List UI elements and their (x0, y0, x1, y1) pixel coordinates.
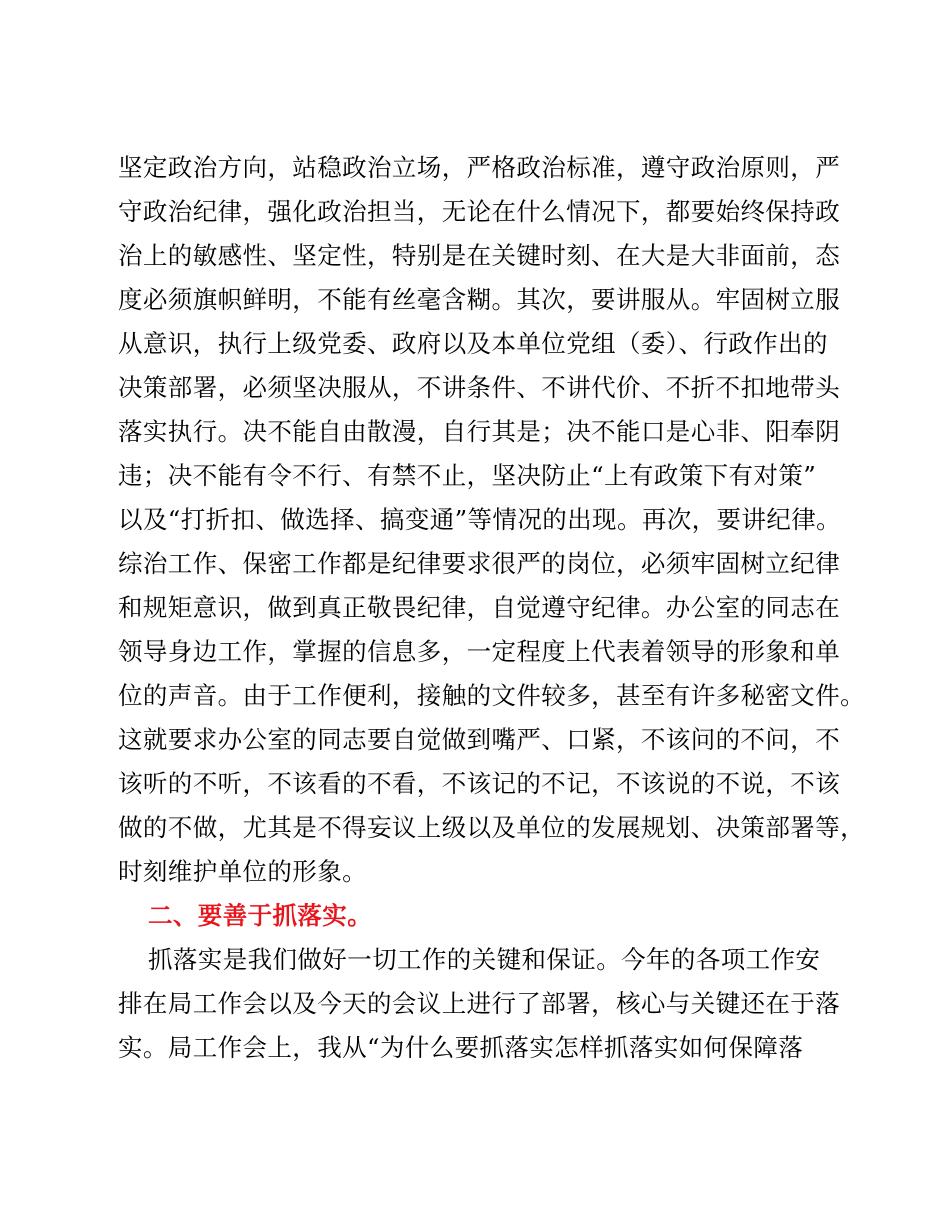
paragraph-line: 治上的敏感性、坚定性，特别是在关键时刻、在大是大非面前，态 (118, 241, 841, 270)
paragraph-line: 综治工作、保密工作都是纪律要求很严的岗位，必须牢固树立纪律 (118, 549, 841, 578)
paragraph-line: 该听的不听，不该看的不看，不该记的不记，不该说的不说，不该 (118, 769, 841, 798)
paragraph-line: 违；决不能有令不行、有禁不止，坚决防止“上有政策下有对策” (118, 461, 817, 490)
paragraph-line: 这就要求办公室的同志要自觉做到嘴严、口紧，不该问的不问，不 (118, 725, 841, 754)
paragraph-line: 领导身边工作，掌握的信息多，一定程度上代表着领导的形象和单 (118, 637, 841, 666)
paragraph-line: 决策部署，必须坚决服从，不讲条件、不讲代价、不折不扣地带头 (118, 373, 841, 402)
paragraph-line: 排在局工作会以及今天的会议上进行了部署，核心与关键还在于落 (118, 989, 841, 1018)
paragraph-line: 落实执行。决不能自由散漫，自行其是；决不能口是心非、阳奉阴 (118, 417, 841, 446)
paragraph-line: 坚定政治方向，站稳政治立场，严格政治标准，遵守政治原则，严 (118, 153, 841, 182)
paragraph-line: 从意识，执行上级党委、政府以及本单位党组（委）、行政作出的 (118, 329, 828, 358)
paragraph-line: 守政治纪律，强化政治担当，无论在什么情况下，都要始终保持政 (118, 197, 841, 226)
paragraph-line: 位的声音。由于工作便利，接触的文件较多，甚至有许多秘密文件。 (118, 681, 865, 710)
paragraph-line: 时刻维护单位的形象。 (118, 857, 367, 886)
paragraph-line: 和规矩意识，做到真正敬畏纪律，自觉遵守纪律。办公室的同志在 (118, 593, 841, 622)
paragraph-line: 度必须旗帜鲜明，不能有丝毫含糊。其次，要讲服从。牢固树立服 (118, 285, 841, 314)
paragraph-line: 抓落实是我们做好一切工作的关键和保证。今年的各项工作安 (148, 945, 821, 974)
section-heading: 二、要善于抓落实。 (148, 901, 373, 930)
paragraph-line: 做的不做，尤其是不得妄议上级以及单位的发展规划、决策部署等， (118, 813, 865, 842)
paragraph-line: 实。局工作会上，我从“为什么要抓落实怎样抓落实如何保障落 (118, 1033, 804, 1062)
paragraph-line: 以及“打折扣、做选择、搞变通”等情况的出现。再次，要讲纪律。 (118, 505, 842, 534)
